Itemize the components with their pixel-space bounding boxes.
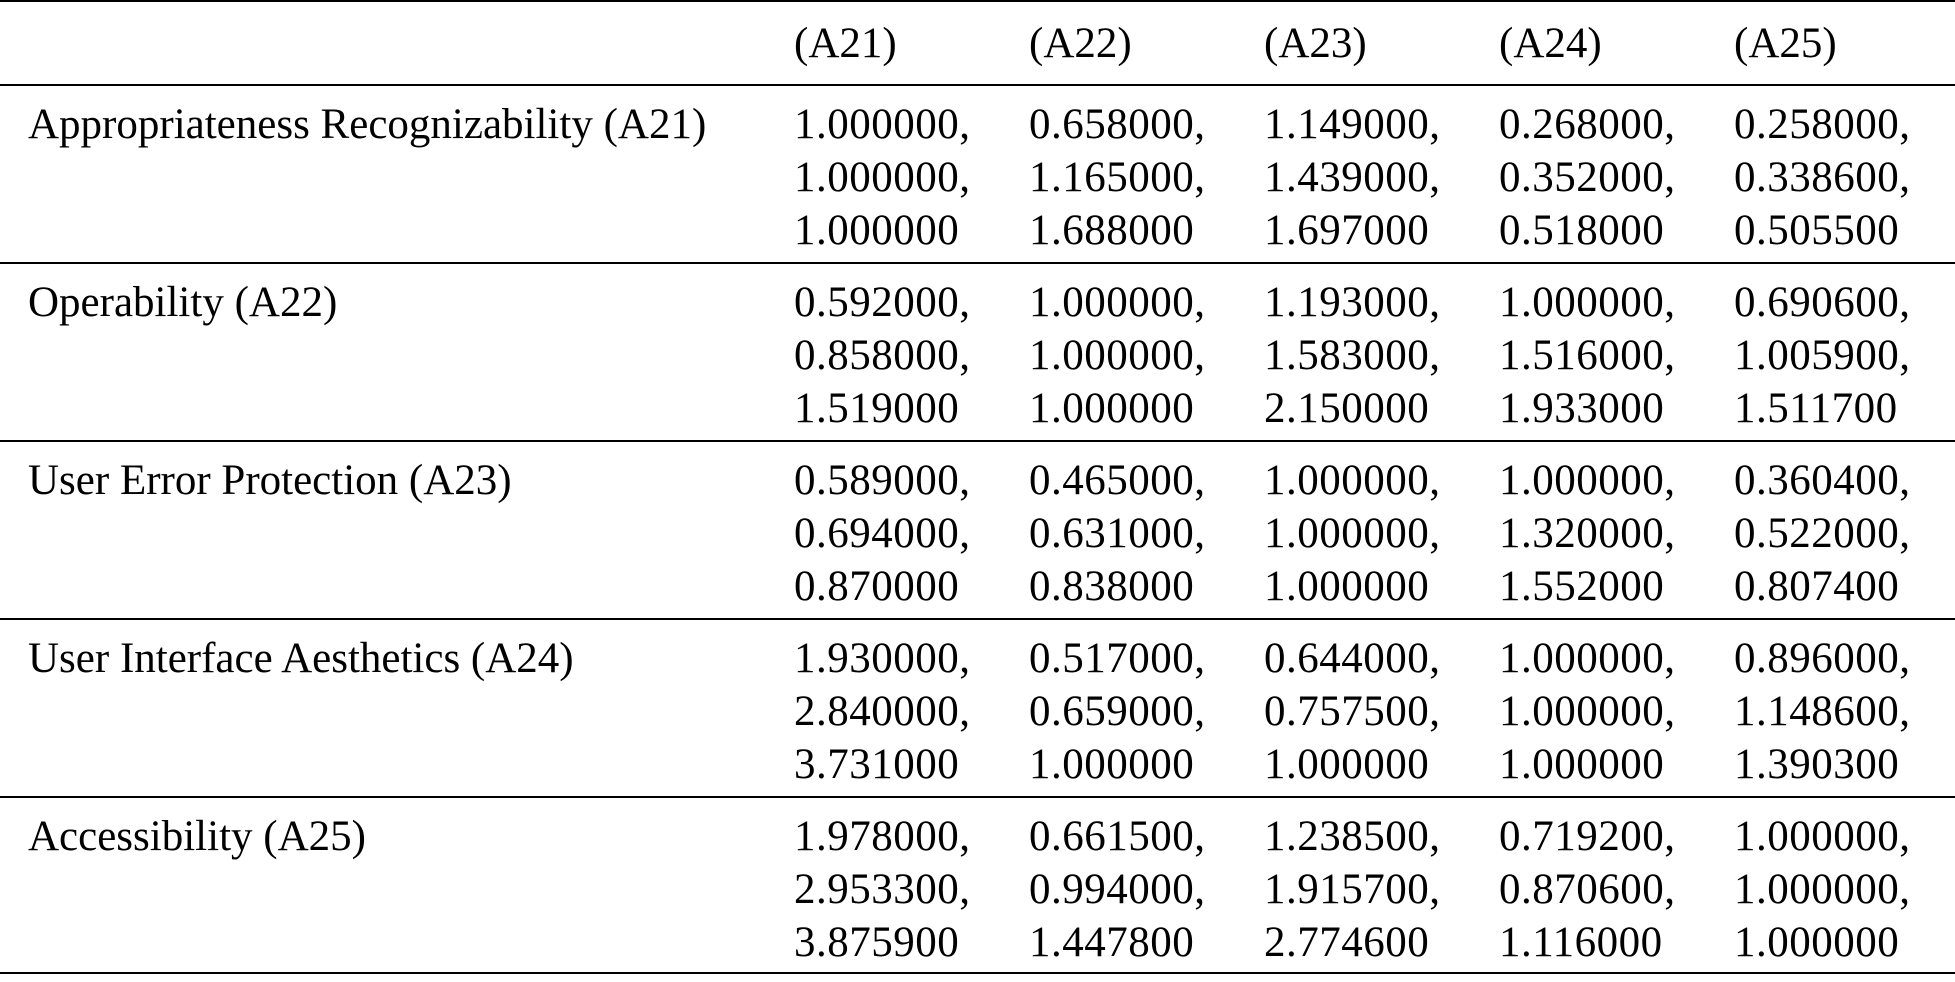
cell-value: 0.858000, [794, 332, 971, 379]
matrix-cell [1720, 441, 1955, 619]
cell-value: 0.870000 [794, 563, 960, 610]
cell-value: 1.320000, [1499, 510, 1676, 557]
row-label: User Error Protection (A23) [0, 441, 780, 619]
cell-value: 1.000000 [1029, 385, 1195, 432]
cell-value: 0.258000, [1734, 101, 1911, 148]
column-header-a22: (A22) [1015, 1, 1250, 85]
cell-value: 1.978000, [794, 813, 971, 860]
cell-value: 1.552000 [1499, 563, 1665, 610]
matrix-cell [1485, 797, 1720, 973]
column-header-a21: (A21) [780, 1, 1015, 85]
matrix-cell [780, 619, 1015, 797]
row-label: Operability (A22) [0, 263, 780, 441]
table-header [0, 1, 1955, 85]
cell-value: 1.149000, [1264, 101, 1441, 148]
cell-value: 3.731000 [794, 741, 960, 788]
cell-value: 0.719200, [1499, 813, 1676, 860]
cell-value: 1.238500, [1264, 813, 1441, 860]
header-blank-cell [0, 1, 780, 85]
cell-value: 1.000000, [794, 101, 971, 148]
matrix-cell [780, 441, 1015, 619]
cell-value: 1.390300 [1734, 741, 1900, 788]
matrix-cell [1485, 263, 1720, 441]
cell-value: 1.688000 [1029, 207, 1195, 254]
cell-value: 0.757500, [1264, 688, 1441, 735]
cell-value: 1.000000, [1029, 279, 1206, 326]
table-row [0, 441, 1955, 619]
cell-value: 2.840000, [794, 688, 971, 735]
cell-value: 0.896000, [1734, 635, 1911, 682]
column-header-a25: (A25) [1720, 1, 1955, 85]
cell-value: 1.439000, [1264, 154, 1441, 201]
table-row [0, 263, 1955, 441]
cell-value: 1.915700, [1264, 866, 1441, 913]
cell-value: 1.697000 [1264, 207, 1430, 254]
cell-value: 1.000000, [1734, 866, 1911, 913]
table-body [0, 85, 1955, 973]
cell-value: 1.193000, [1264, 279, 1441, 326]
matrix-cell [1485, 85, 1720, 263]
cell-value: 0.352000, [1499, 154, 1676, 201]
cell-value: 0.465000, [1029, 457, 1206, 504]
cell-value: 0.505500 [1734, 207, 1900, 254]
matrix-cell [1015, 797, 1250, 973]
cell-value: 0.807400 [1734, 563, 1900, 610]
header-row [0, 1, 1955, 85]
cell-value: 1.447800 [1029, 919, 1195, 966]
matrix-cell [1720, 619, 1955, 797]
cell-value: 1.000000 [1264, 741, 1430, 788]
matrix-cell [1250, 263, 1485, 441]
cell-value: 2.953300, [794, 866, 971, 913]
table-row [0, 797, 1955, 973]
cell-value: 1.933000 [1499, 385, 1665, 432]
cell-value: 1.000000, [1499, 457, 1676, 504]
cell-value: 1.000000, [1264, 510, 1441, 557]
cell-value: 1.000000, [1499, 635, 1676, 682]
cell-value: 0.589000, [794, 457, 971, 504]
matrix-cell [1015, 619, 1250, 797]
matrix-cell [1250, 619, 1485, 797]
cell-value: 0.644000, [1264, 635, 1441, 682]
matrix-cell [780, 263, 1015, 441]
matrix-cell [1015, 85, 1250, 263]
cell-value: 0.838000 [1029, 563, 1195, 610]
cell-value: 0.690600, [1734, 279, 1911, 326]
matrix-cell [1250, 85, 1485, 263]
cell-value: 0.659000, [1029, 688, 1206, 735]
cell-value: 2.774600 [1264, 919, 1430, 966]
cell-value: 1.000000 [1499, 741, 1665, 788]
table-row [0, 85, 1955, 263]
cell-value: 1.000000, [1734, 813, 1911, 860]
matrix-cell [780, 85, 1015, 263]
cell-value: 0.658000, [1029, 101, 1206, 148]
cell-value: 1.511700 [1734, 385, 1898, 432]
cell-value: 1.000000, [1499, 688, 1676, 735]
cell-value: 1.519000 [794, 385, 960, 432]
cell-value: 1.000000, [1499, 279, 1676, 326]
cell-value: 1.005900, [1734, 332, 1911, 379]
cell-value: 0.338600, [1734, 154, 1911, 201]
table-row [0, 619, 1955, 797]
matrix-cell [1485, 619, 1720, 797]
cell-value: 1.165000, [1029, 154, 1206, 201]
cell-value: 0.360400, [1734, 457, 1911, 504]
cell-value: 2.150000 [1264, 385, 1430, 432]
cell-value: 1.930000, [794, 635, 971, 682]
matrix-cell [1250, 797, 1485, 973]
cell-value: 1.000000 [1029, 741, 1195, 788]
cell-value: 1.000000, [1029, 332, 1206, 379]
cell-value: 1.000000 [794, 207, 960, 254]
row-label: Accessibility (A25) [0, 797, 780, 973]
cell-value: 0.517000, [1029, 635, 1206, 682]
cell-value: 1.000000 [1264, 563, 1430, 610]
cell-value: 0.592000, [794, 279, 971, 326]
cell-value: 0.694000, [794, 510, 971, 557]
cell-value: 0.518000 [1499, 207, 1665, 254]
matrix-cell [1485, 441, 1720, 619]
matrix-cell [1015, 441, 1250, 619]
column-header-a24: (A24) [1485, 1, 1720, 85]
cell-value: 1.000000, [1264, 457, 1441, 504]
column-header-a23: (A23) [1250, 1, 1485, 85]
cell-value: 1.583000, [1264, 332, 1441, 379]
cell-value: 1.000000 [1734, 919, 1900, 966]
matrix-cell [1720, 263, 1955, 441]
cell-value: 1.116000 [1499, 919, 1663, 966]
matrix-cell [1720, 85, 1955, 263]
cell-value: 0.661500, [1029, 813, 1206, 860]
matrix-cell [1720, 797, 1955, 973]
cell-value: 3.875900 [794, 919, 960, 966]
matrix-cell [780, 797, 1015, 973]
row-label: User Interface Aesthetics (A24) [0, 619, 780, 797]
cell-value: 0.522000, [1734, 510, 1911, 557]
cell-value: 0.631000, [1029, 510, 1206, 557]
cell-value: 0.994000, [1029, 866, 1206, 913]
matrix-cell [1250, 441, 1485, 619]
cell-value: 1.148600, [1734, 688, 1911, 735]
row-label: Appropriateness Recognizability (A21) [0, 85, 780, 263]
cell-value: 0.870600, [1499, 866, 1676, 913]
cell-value: 0.268000, [1499, 101, 1676, 148]
cell-value: 1.000000, [794, 154, 971, 201]
matrix-cell [1015, 263, 1250, 441]
cell-value: 1.516000, [1499, 332, 1676, 379]
